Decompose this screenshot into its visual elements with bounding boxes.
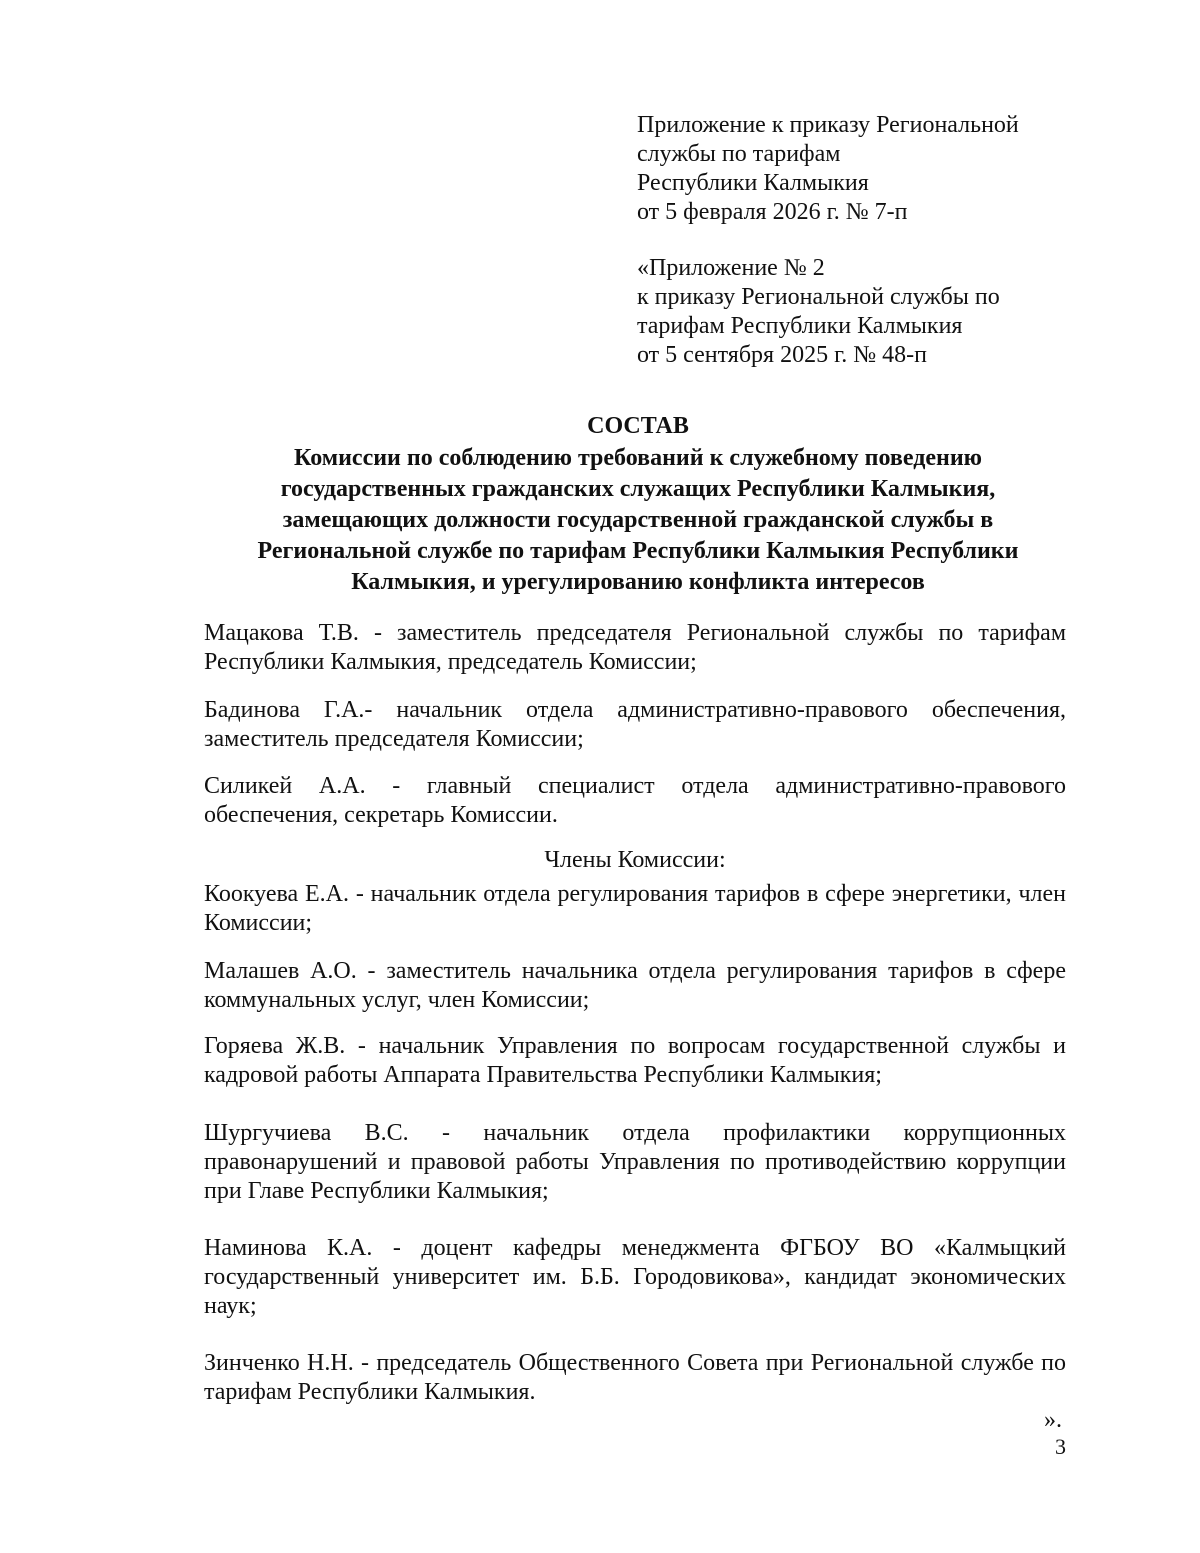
appendix-line: от 5 февраля 2026 г. № 7-п xyxy=(637,199,908,225)
appendix-original-line: от 5 сентября 2025 г. № 48-п xyxy=(637,342,927,368)
title-heading: СОСТАВ xyxy=(587,413,689,439)
closing-quote-mark: ». xyxy=(1044,1407,1062,1433)
member-entry: Горяева Ж.В. - начальник Управления по вопросам государственной службы и кадровой работы Аппарата Правительства Республики Калмыкия; xyxy=(204,1033,1066,1088)
title-line: государственных гражданских служащих Республики Калмыкия, xyxy=(280,476,996,502)
member-entry: Шургучиева В.С. - начальник отдела профилактики коррупционных правонарушений и правовой работы Управления по противодействию коррупции при Главе Республики Калмыкия; xyxy=(204,1120,1066,1204)
member-entry: Малашев А.О. - заместитель начальника отдела регулирования тарифов в сфере коммунальных услуг, член Комиссии; xyxy=(204,958,1066,1013)
appendix-line: службы по тарифам xyxy=(637,141,841,167)
appendix-line: Приложение к приказу Региональной xyxy=(637,112,1019,138)
appendix-header xyxy=(637,111,1097,227)
title-line: замещающих должности государственной гражданской службы в xyxy=(282,507,994,533)
member-entry: Коокуева Е.А. - начальник отдела регулирования тарифов в сфере энергетики, член Комиссии; xyxy=(204,881,1066,936)
commission-deputy-chair-entry: Бадинова Г.А.- начальник отдела административно-правового обеспечения, заместитель председателя Комиссии; xyxy=(204,697,1066,752)
member-entry: Наминова К.А. - доцент кафедры менеджмента ФГБОУ ВО «Калмыцкий государственный университет им. Б.Б. Городовикова», кандидат экономических наук; xyxy=(204,1235,1066,1319)
document-title xyxy=(180,411,1096,598)
appendix-original-header xyxy=(637,254,1097,370)
appendix-line: Республики Калмыкия xyxy=(637,170,869,196)
member-entry: Зинченко Н.Н. - председатель Общественного Совета при Региональной службе по тарифам Республики Калмыкия. xyxy=(204,1350,1066,1405)
appendix-original-line: к приказу Региональной службы по xyxy=(637,284,1000,310)
members-heading: Члены Комиссии: xyxy=(544,847,726,873)
commission-chair-entry: Мацакова Т.В. - заместитель председателя Региональной службы по тарифам Республики Калмыкия, председатель Комиссии; xyxy=(204,620,1066,675)
title-line: Региональной службе по тарифам Республики Калмыкия Республики xyxy=(257,538,1019,564)
page-number: 3 xyxy=(1055,1434,1066,1459)
commission-secretary-entry: Силикей А.А. - главный специалист отдела административно-правового обеспечения, секретарь Комиссии. xyxy=(204,773,1066,828)
appendix-original-line: «Приложение № 2 xyxy=(637,255,825,281)
title-line: Комиссии по соблюдению требований к служебному поведению xyxy=(293,445,982,471)
title-line: Калмыкия, и урегулированию конфликта интересов xyxy=(351,569,925,595)
appendix-original-line: тарифам Республики Калмыкия xyxy=(637,313,963,339)
